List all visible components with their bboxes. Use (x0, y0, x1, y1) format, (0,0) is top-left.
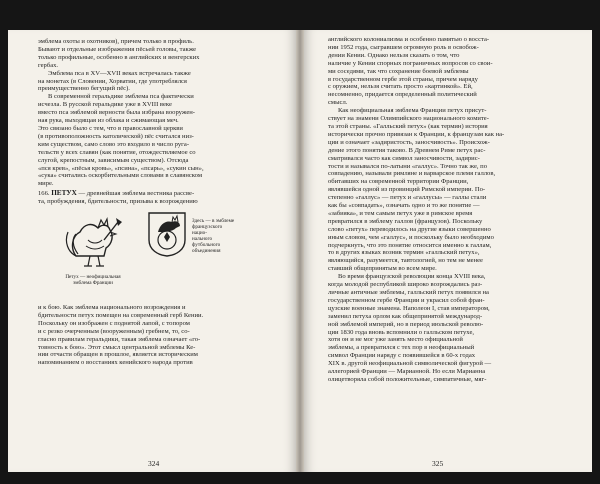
text-line: Это связано было с тем, что в православной церкви (38, 124, 183, 132)
text-line: Как неофициальная эмблема Франции петух присут- (338, 107, 487, 115)
paragraph (328, 273, 568, 384)
text-line: превратился в эмблему галлов (французов). Поскольку (328, 217, 483, 225)
text-line: ная рука, выходящая из облака и сжимающая меч. (38, 117, 179, 125)
text-line: тельств у всех славян (как понятие, отождествляемое со (38, 148, 196, 156)
figure-kenya-rooster (58, 210, 128, 286)
text-line: (в противоположность католической) пёс считался низ- (38, 132, 194, 140)
text-line: исторически прочно привязан к Франции, к французам как на- (328, 130, 505, 138)
page-number: 324 (148, 459, 160, 468)
text-line: ции и означает «задиристость, заносчивость». Происхож- (328, 138, 490, 146)
text-line: нии отчасти обращен в прошлое, является историческим (38, 351, 198, 359)
text-line: в государственном гербе этой страны, причем наряду (328, 75, 478, 83)
figures (38, 210, 278, 302)
text-line: только профильные, особенно в английских и венгерских (38, 53, 200, 61)
text-line: то в других языках возник термин «галльский петух», (328, 249, 480, 257)
dictionary-entry (38, 190, 278, 206)
left-page (8, 30, 296, 472)
text-line: слугой, крепостным, зависимым существом). Отсюда (38, 156, 189, 164)
text-line: «забияка», и тем самым петух уже в римское время (328, 209, 473, 217)
text-line: ставший общепринятым во всем мире. (328, 265, 437, 273)
text-line: английского колониализма и особенно памятью о восста- (328, 36, 490, 43)
text-line: иным словом, чем «галлус», и поскольку было необходимо (328, 233, 494, 241)
text-line: «сука» считались оскорбительными словами в славянском (38, 172, 202, 180)
text-line: с оружием, нельзя считать просто «картинкой». Ей, (328, 83, 473, 91)
book-gutter (296, 30, 304, 472)
paragraph (38, 38, 278, 70)
text-line: дение этого понятия таково. В Древнем Риме петух рас- (328, 146, 486, 154)
text-line: обитавших на современной территории Франции, (328, 178, 469, 186)
text-line: олицетворяла собой положительные, симпатичные, мяг- (328, 375, 487, 383)
text-line: та этой страны. «Галльский петух» (как термин) история (328, 122, 488, 130)
figure-football-emblem (146, 210, 236, 254)
paragraph (38, 304, 278, 367)
text-line: хотя он и не мог уже занять место официальной (328, 336, 463, 344)
text-line: и к бою. Как эмблема национального возрождения и (38, 304, 186, 312)
paragraph (328, 36, 568, 107)
text-line: являвшейся одной из провинций Римской империи. По- (328, 186, 486, 194)
text-line: Во время французской революции конца XVIII века, (338, 273, 486, 281)
text-line: заменил петуха орлом как общепринятой международ- (328, 312, 483, 320)
text-line: ми соседями, так что сохранение боевой эмблемы (328, 67, 469, 75)
text-line: на монетах (в Словении, Хорватии, где употреблялся (38, 77, 187, 85)
text-line: ствует на знамени Олимпийского национального комите- (328, 115, 489, 123)
text-line: подчеркнуть, что это понятие относится именно к галлам, (328, 241, 492, 249)
text-line: «пся крев», «пёсья кровь», «псина», «псарь», «сукин сын», (38, 164, 204, 172)
right-page-text (328, 36, 568, 384)
text-line: гербах. (38, 61, 59, 69)
figure-caption: Здесь — в эмблеме французского нацио- нального футбольного объединения (192, 218, 235, 255)
text-line: когда молодой республикой широко возрождались раз- (328, 281, 483, 289)
text-line: сматривался часто как символ заносчивости, задирис- (328, 154, 480, 162)
text-line: тости и назывался по-латыни «галлус». Точно так же, по (328, 162, 487, 170)
text-line: нии 1952 года, сыгравшем огромную роль в освобож- (328, 43, 479, 51)
text-line: Эмблема пса в XV—XVII веках встречалась также (48, 69, 191, 77)
text-line: ким существом, само слово это входило в число руга- (38, 140, 190, 148)
figure-caption: Петух — неофициальная эмблема Франции (65, 274, 121, 287)
left-page-text (38, 38, 278, 367)
text-line: слово «петух» переводилось на другие языки совершенно (328, 225, 491, 233)
rooster-kenya-icon (58, 210, 128, 272)
text-line: как бы «совпадать», означать одно и то же понятие — (328, 202, 480, 210)
text-line: напоминанием о восстаниях кенийского народа против (38, 359, 193, 367)
text-line: эмблемы, а превратился с тех пор в неофициальный (328, 344, 475, 352)
text-line: та, пробуждения, бдительности, призыва к возрождению (38, 198, 198, 206)
text-line: ной эмблемой империй, но в период июльской револю- (328, 320, 484, 328)
text-line: исчезла. В русской геральдике уже в XVIII веке (38, 101, 172, 109)
text-line: бдительности петух помещен на современный герб Кении. (38, 311, 204, 319)
text-line: — древнейшая эмблема вестника рассве- (76, 190, 195, 198)
paragraph (38, 93, 278, 188)
text-line: совпадению, называли римляне и варварское племя галлов, (328, 170, 496, 178)
text-line: Поскольку он изображен с поднятой лапой, с топором (38, 319, 190, 327)
text-line: смысл. (328, 99, 348, 107)
text-line: Бывают и отдельные изображения пёсьей головы, также (38, 45, 197, 53)
paragraph (38, 70, 278, 94)
text-line: и с резко очерченным (вооруженным) гребнем, то, со- (38, 327, 190, 335)
text-line: товность к бою». Этот смысл центральной эмблемы Ке- (38, 343, 196, 351)
entry-headword: ПЕТУХ (51, 190, 77, 198)
text-line: цузские военные знамена. Наполеон I, став императором, (328, 304, 490, 312)
text-line: аллегорией Франции — Марианной. Но если Марианна (328, 368, 486, 376)
text-line: эмблема охоты и охотников), причем только в профиль. (38, 38, 194, 45)
entry-number: 166. (38, 190, 50, 198)
text-line: ции 1830 года вновь вспомнили о галльском петухе, (328, 328, 475, 336)
text-line: несомненно, придается определенный политический (328, 91, 477, 99)
text-line: государственном гербе Франции и украсил собой фран- (328, 296, 485, 304)
paragraph (328, 107, 568, 273)
text-line: вместо пса эмблемой верности была избрана вооружен- (38, 109, 195, 117)
right-page (304, 30, 592, 472)
text-line: В современной геральдике эмблема пса фактически (48, 93, 194, 101)
text-line: гласно правилам геральдики, такая эмблема означает «го- (38, 335, 201, 343)
text-line: являющийся, разумеется, тавтологией, но тем не менее (328, 257, 483, 265)
text-line: XIX в. другой неофициальной символической фигурой — (328, 360, 492, 368)
text-line: мире. (38, 180, 54, 188)
page-number: 325 (432, 459, 444, 468)
text-line: степенно «галлус» — петух и «галлусы» — галлы стали (328, 194, 487, 202)
rooster-football-emblem-icon (146, 210, 188, 258)
text-line: символ Франции наряду с появившейся в 60-х годах (328, 352, 476, 360)
text-line: личные античные эмблемы, галльский петух появился на (328, 289, 489, 296)
text-line: наличие у Кении спорных пограничных вопросов со свои- (328, 59, 493, 67)
text-line: преимущественно бегущий пёс). (38, 85, 130, 93)
text-line: дении Кении. Однако нельзя сказать о том, что (328, 51, 460, 59)
